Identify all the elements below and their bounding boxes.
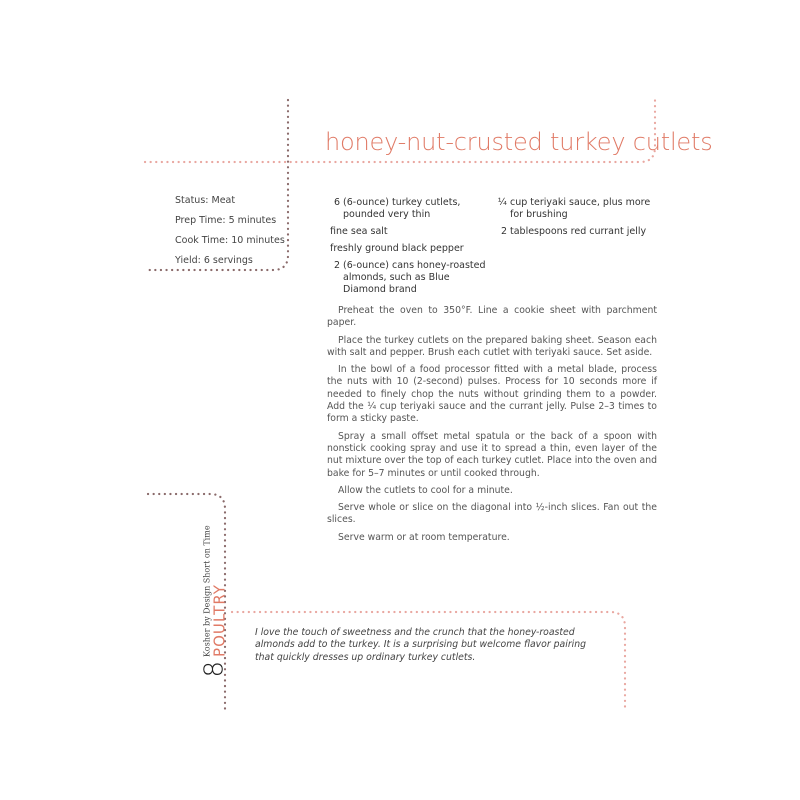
- direction-step: Spray a small offset metal spatula or the back of a spoon with nonstick cooking spray and use it to spread a thin, even layer of the nut mixture over the top of each turkey cutlet. Place into the oven and bake for 5–7 minutes or until cooked through.: [327, 430, 657, 479]
- ingredient-text: cup teriyaki sauce, plus more for brushing: [510, 197, 651, 220]
- recipe-info: [175, 195, 285, 275]
- ingredient-item: [497, 226, 657, 238]
- page-number: 8: [199, 660, 230, 678]
- ingredient-qty: 6: [333, 197, 340, 208]
- ingredient-item: [497, 197, 657, 221]
- ingredient-text: fine sea salt: [330, 226, 388, 237]
- ingredient-text: (6-ounce) turkey cutlets, pounded very thin: [343, 197, 461, 220]
- ingredient-item: [330, 243, 490, 255]
- ingredient-text: freshly ground black pepper: [330, 243, 464, 254]
- recipe-note: I love the touch of sweetness and the crunch that the honey-roasted almonds add to the turkey. It is a surprising but welcome flavor pairing that quickly dresses up ordinary turkey cutlets.: [255, 627, 587, 663]
- cook-time-text: Cook Time: 10 minutes: [175, 235, 285, 246]
- status-text: Status: Meat: [175, 195, 236, 206]
- section-name: POULTRY: [210, 584, 229, 657]
- ingredient-qty: 2: [333, 260, 340, 271]
- ingredient-item: [330, 260, 490, 296]
- yield-text: Yield: 6 servings: [175, 255, 253, 266]
- prep-time-text: Prep Time: 5 minutes: [175, 215, 277, 226]
- ingredient-qty: 2: [500, 226, 507, 237]
- direction-step: Place the turkey cutlets on the prepared baking sheet. Season each with salt and pepper. Brush each cutlet with teriyaki sauce. Set aside.: [327, 334, 657, 358]
- ingredient-text: (6-ounce) cans honey-roasted almonds, such as Blue Diamond brand: [343, 260, 486, 295]
- ingredients-left-column: [330, 197, 490, 301]
- direction-step: Preheat the oven to 350°F. Line a cookie sheet with parchment paper.: [327, 305, 657, 329]
- spine-text-stack: [203, 525, 228, 657]
- ingredient-item: [330, 226, 490, 238]
- direction-step: Serve whole or slice on the diagonal into ½-inch slices. Fan out the slices.: [327, 502, 657, 526]
- book-title: Kosher by Design Short on Time: [202, 525, 212, 657]
- recipe-title: honey-nut-crusted turkey cutlets: [325, 128, 713, 156]
- ingredient-item: [330, 197, 490, 221]
- page-spine-label: [173, 518, 228, 678]
- direction-step: Allow the cutlets to cool for a minute.: [338, 484, 513, 496]
- direction-step: Serve warm or at room temperature.: [338, 531, 510, 543]
- ingredient-text: tablespoons red currant jelly: [510, 226, 647, 237]
- ingredient-qty: ¼: [497, 197, 507, 208]
- ingredients-right-column: [497, 197, 657, 243]
- direction-step: In the bowl of a food processor fitted with a metal blade, process the nuts with 10 (2-second) pulses. Process for 10 seconds more if needed to finely chop the nuts without grinding them to a powder. Add the ¼ cup teriyaki sauce and the currant jelly. Pulse 2–3 times to form a sticky paste.: [327, 364, 657, 425]
- recipe-directions: [327, 305, 657, 549]
